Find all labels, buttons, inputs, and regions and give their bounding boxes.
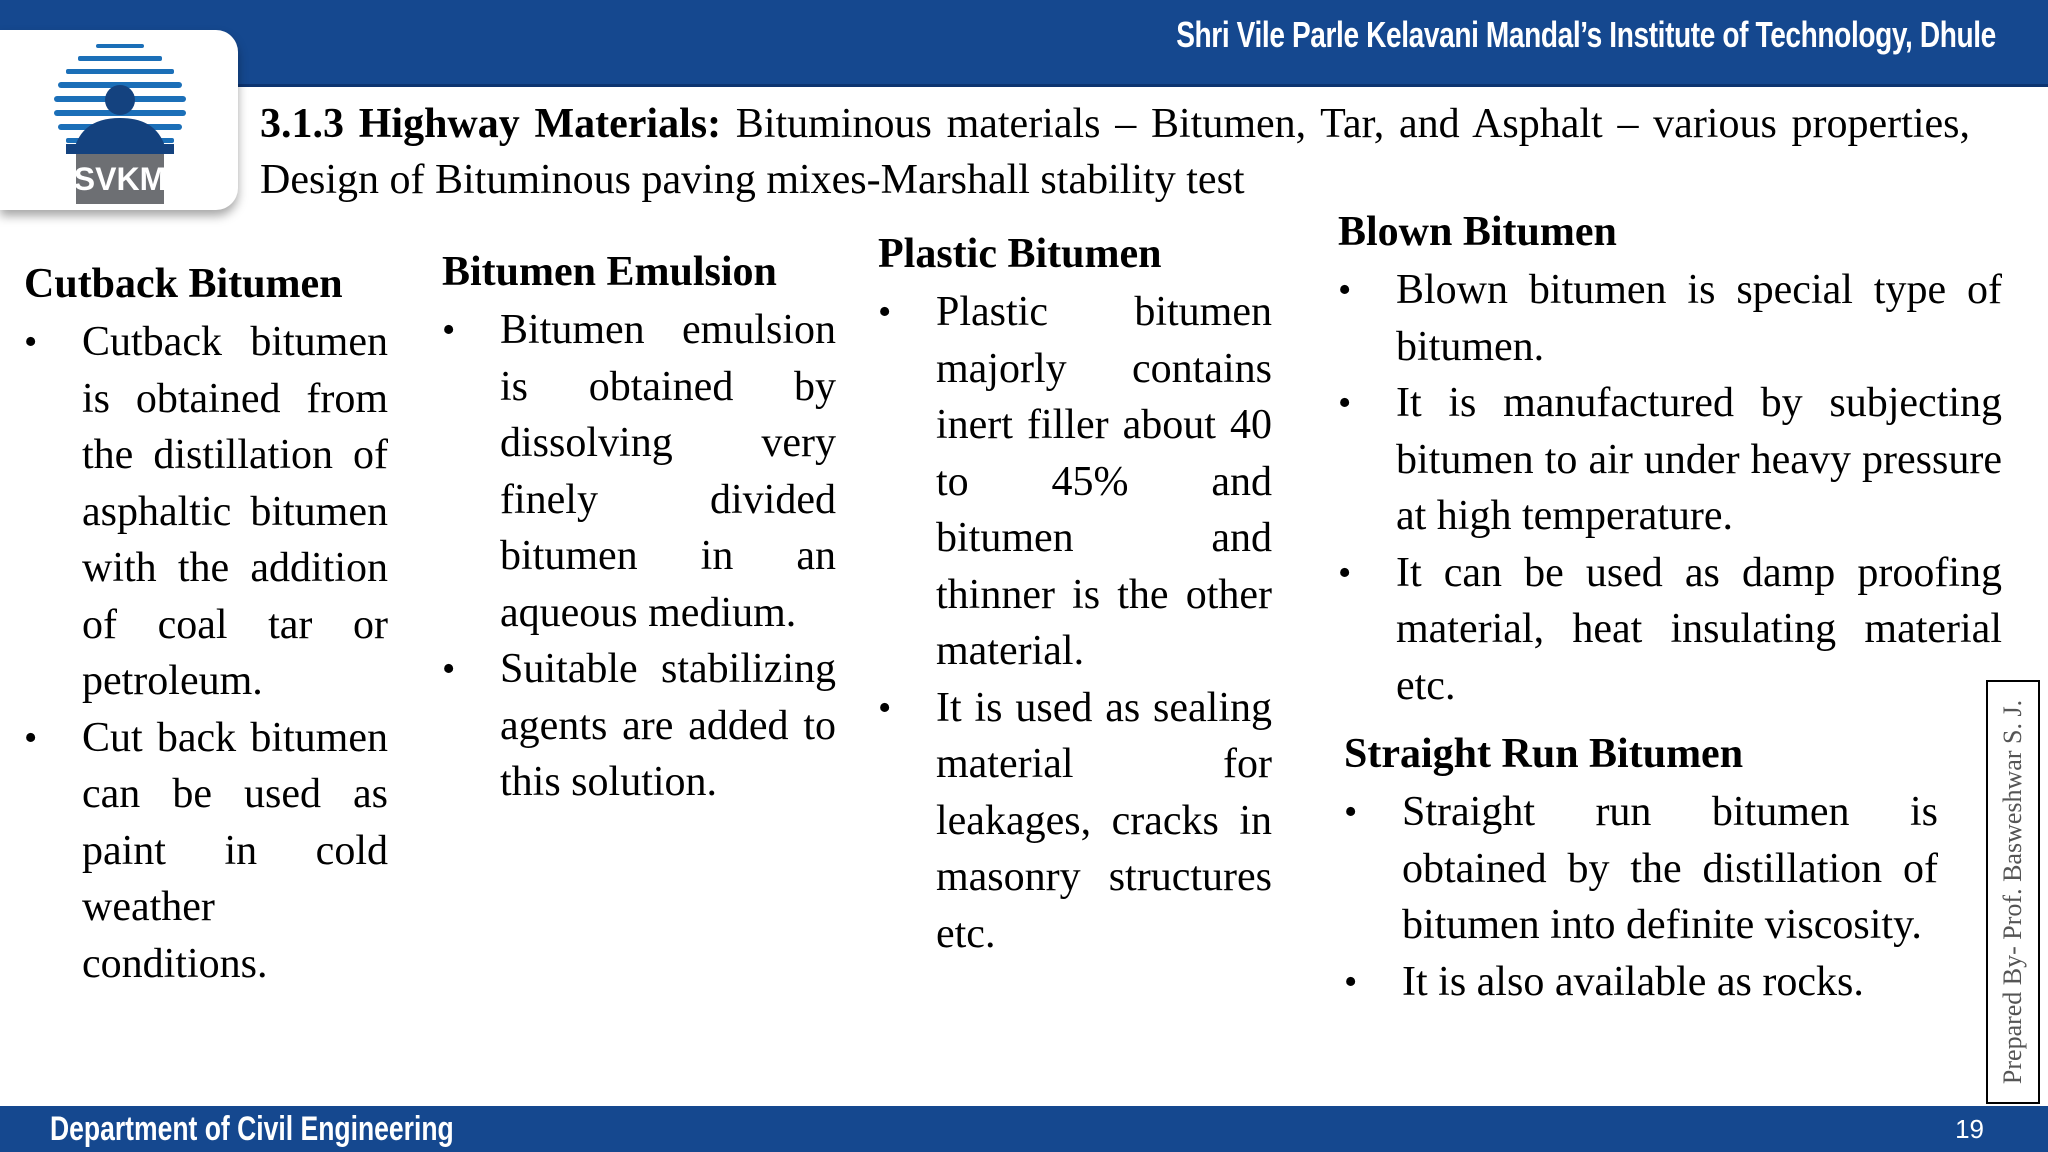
heading-blown: Blown Bitumen <box>1338 209 1617 255</box>
column-cutback <box>24 258 388 992</box>
heading-plastic: Plastic Bitumen <box>878 231 1162 277</box>
slide-title <box>260 96 1970 208</box>
bullets-straight <box>1344 784 1938 1010</box>
prepared-by-text: Prepared By- Prof. Basweshwar S. J. <box>1998 699 2027 1085</box>
bullet-item: • Cutback bitumen is obtained from the distillation of asphaltic bitumen with the addition of coal tar or petroleum. <box>24 314 388 710</box>
prepared-by-label <box>1986 680 2040 1104</box>
logo-text: SVKM <box>73 161 167 197</box>
bullet-item: • Blown bitumen is special type of bitumen. <box>1338 262 2002 375</box>
heading-straight: Straight Run Bitumen <box>1344 731 1744 777</box>
bullets-plastic <box>878 284 1272 962</box>
bullet-item: • It can be used as damp proofing material, heat insulating material etc. <box>1338 545 2002 715</box>
bullet-item: • It is also available as rocks. <box>1344 954 1938 1011</box>
bullets-cutback <box>24 314 388 992</box>
bullet-item: • Suitable stabilizing agents are added to this solution. <box>442 641 836 811</box>
heading-emulsion: Bitumen Emulsion <box>442 249 777 295</box>
department-name: Department of Civil Engineering <box>50 1110 454 1148</box>
bullets-blown <box>1338 262 2002 714</box>
column-plastic <box>878 228 1272 962</box>
svkm-logo-icon <box>52 38 188 210</box>
bullet-item: • It is manufactured by subjecting bitumen to air under heavy pressure at high temperature. <box>1338 375 2002 545</box>
column-emulsion <box>442 246 836 811</box>
bullet-item: • Cut back bitumen can be used as paint in cold weather conditions. <box>24 710 388 993</box>
bullets-emulsion <box>442 302 836 811</box>
footer-bar <box>0 1106 2048 1152</box>
page-number: 19 <box>1955 1114 1984 1144</box>
bullet-item: • Bitumen emulsion is obtained by dissolving very finely divided bitumen in an aqueous medium. <box>442 302 836 641</box>
logo-card <box>0 30 238 210</box>
heading-cutback: Cutback Bitumen <box>24 261 343 307</box>
column-blown <box>1338 206 2002 714</box>
title-bold: 3.1.3 Highway Materials: <box>260 101 722 147</box>
institute-name: Shri Vile Parle Kelavani Mandal’s Institute of Technology, Dhule <box>1176 14 1996 55</box>
bullet-item: • Plastic bitumen majorly contains inert filler about 40 to 45% and bitumen and thinner is the other material. <box>878 284 1272 680</box>
header-bar <box>0 0 2048 87</box>
bullet-item: • Straight run bitumen is obtained by the distillation of bitumen into definite viscosity. <box>1344 784 1938 954</box>
title-rest: Bituminous materials – Bitumen, Tar, and Asphalt – various properties, Design of Bituminous paving mixes-Marshall stability test <box>260 101 1970 203</box>
bullet-item: • It is used as sealing material for leakages, cracks in masonry structures etc. <box>878 680 1272 963</box>
column-straight <box>1344 728 1938 1010</box>
